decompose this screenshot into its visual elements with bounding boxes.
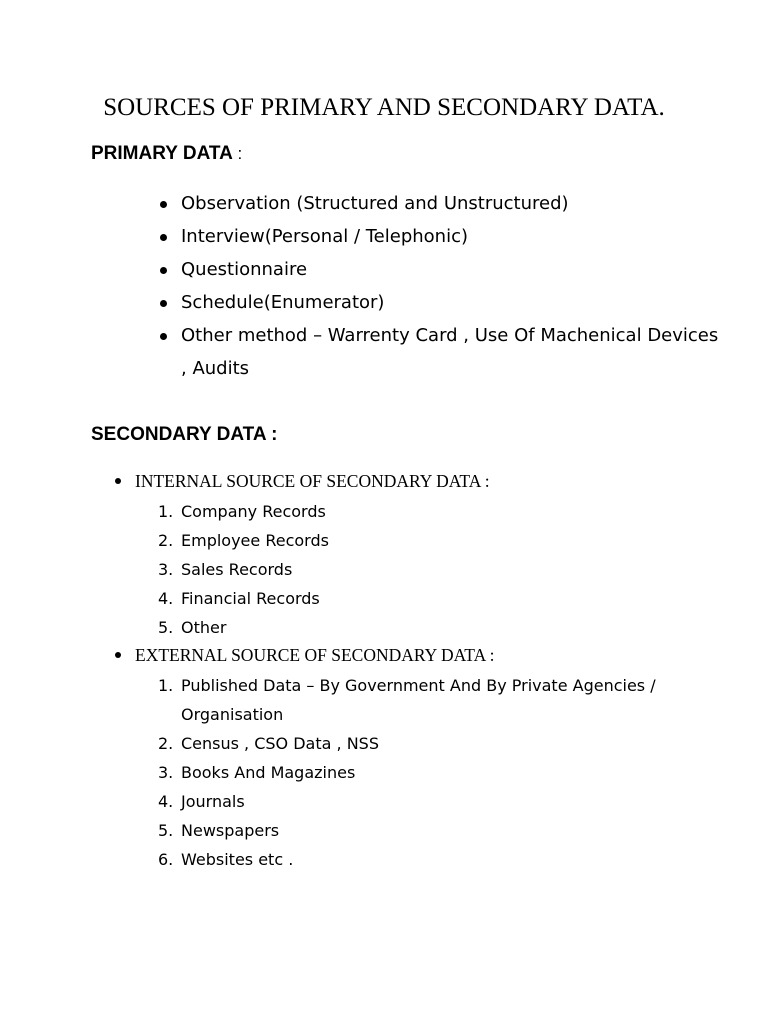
list-item-text: Observation (Structured and Unstructured) [181, 193, 569, 214]
bullet-icon [115, 478, 121, 484]
list-item-text: Schedule(Enumerator) [181, 292, 385, 313]
list-item [0, 497, 768, 526]
list-item [0, 671, 768, 729]
list-item-text: Journals [181, 792, 245, 811]
primary-data-heading [91, 143, 242, 165]
list-number: 4. [158, 792, 174, 811]
list-number: 2. [158, 734, 174, 753]
group-title: INTERNAL SOURCE OF SECONDARY DATA : [135, 471, 490, 491]
list-item-text: Other method – Warrenty Card , Use Of Machenical Devices , Audits [181, 325, 719, 379]
list-item [0, 613, 768, 642]
list-item-text: Interview(Personal / Telephonic) [181, 226, 469, 247]
list-number: 6. [158, 850, 174, 869]
list-number: 5. [158, 618, 174, 637]
list-number: 1. [158, 676, 174, 695]
list-number: 3. [158, 560, 174, 579]
list-item [0, 787, 768, 816]
group-title: EXTERNAL SOURCE OF SECONDARY DATA : [135, 645, 495, 665]
internal-source-list [0, 497, 768, 642]
list-item [0, 286, 768, 319]
list-item-text: Questionnaire [181, 259, 308, 280]
list-item-text: Sales Records [181, 560, 293, 579]
list-item [0, 555, 768, 584]
list-item [0, 526, 768, 555]
bullet-icon [115, 652, 121, 658]
primary-heading-label: PRIMARY DATA [91, 143, 233, 164]
list-item-text: Websites etc . [181, 850, 294, 869]
list-item-text: Employee Records [181, 531, 329, 550]
list-number: 1. [158, 502, 174, 521]
list-item-text: Books And Magazines [181, 763, 356, 782]
internal-source-group [0, 467, 768, 642]
primary-data-list [0, 187, 768, 385]
bullet-icon [160, 267, 167, 274]
list-item-text: Published Data – By Government And By Private Agencies / Organisation [181, 676, 656, 724]
list-item-text: Financial Records [181, 589, 320, 608]
bullet-icon [160, 234, 167, 241]
list-number: 5. [158, 821, 174, 840]
list-item-text: Newspapers [181, 821, 280, 840]
external-source-group [0, 641, 768, 874]
list-number: 4. [158, 589, 174, 608]
list-item-text: Other [181, 618, 227, 637]
list-item-text: Census , CSO Data , NSS [181, 734, 379, 753]
primary-heading-colon: : [232, 144, 243, 163]
list-number: 3. [158, 763, 174, 782]
list-item [0, 845, 768, 874]
external-source-list [0, 671, 768, 874]
list-item [0, 758, 768, 787]
external-source-heading [0, 641, 768, 669]
secondary-data-heading: SECONDARY DATA : [91, 424, 278, 445]
list-item [0, 187, 768, 220]
list-item [0, 729, 768, 758]
list-item-text: Company Records [181, 502, 326, 521]
bullet-icon [160, 201, 167, 208]
bullet-icon [160, 300, 167, 307]
list-item [0, 220, 768, 253]
bullet-icon [160, 333, 167, 340]
list-item [0, 584, 768, 613]
list-number: 2. [158, 531, 174, 550]
list-item [0, 816, 768, 845]
page-title: SOURCES OF PRIMARY AND SECONDARY DATA. [103, 94, 665, 121]
internal-source-heading [0, 467, 768, 495]
list-item [0, 253, 768, 286]
list-item [0, 319, 768, 385]
